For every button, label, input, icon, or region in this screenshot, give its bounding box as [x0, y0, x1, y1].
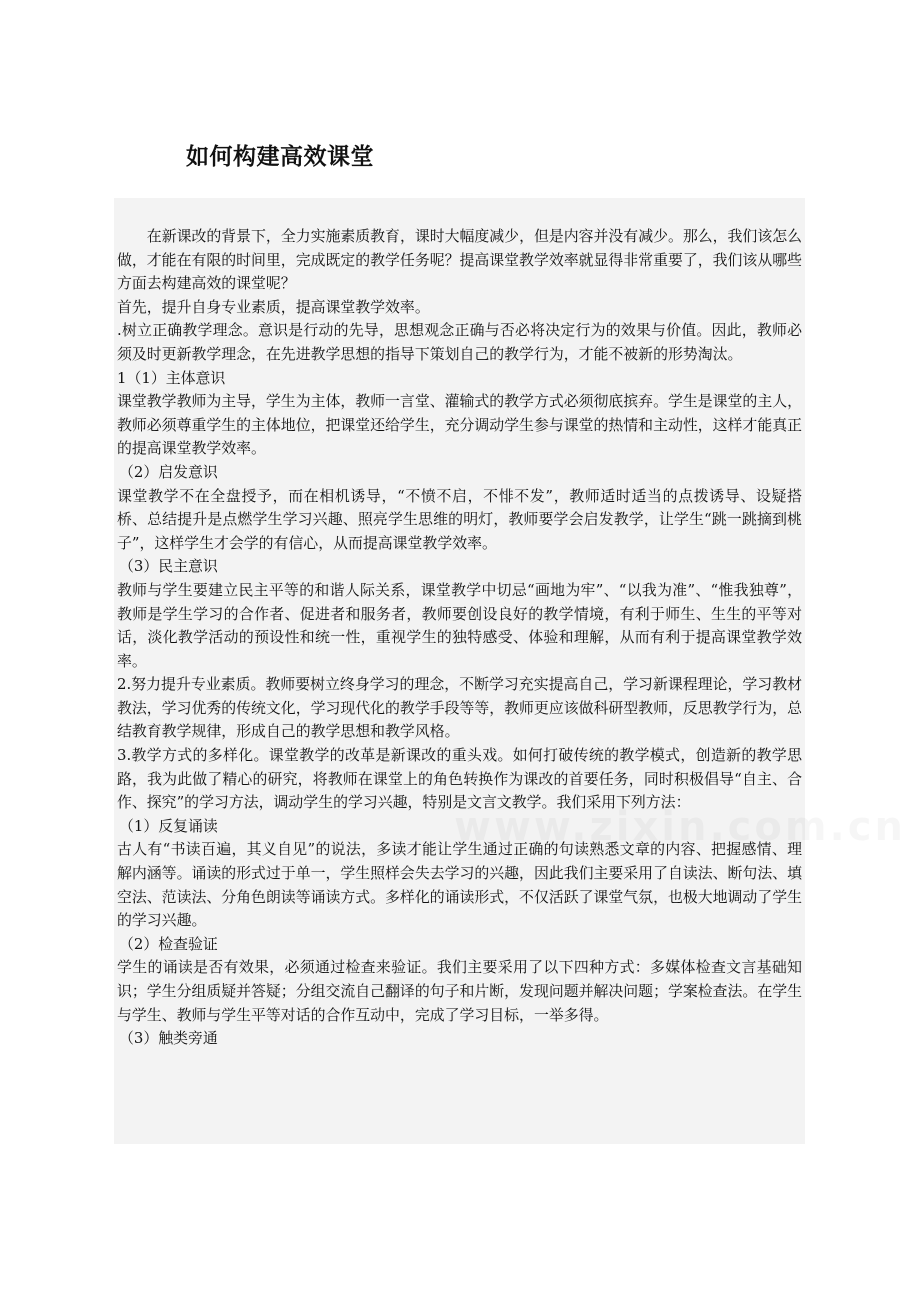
heading-repeated-reading: （1）反复诵读: [119, 816, 218, 835]
heading-analogy: （3）触类旁通: [119, 1029, 218, 1048]
paragraph-check-verify: 学生的诵读是否有效果，必须通过检查来验证。我们主要采用了以下四种方式：多媒体检查文言基础知识；学生分组质疑并答疑；分组交流自己翻译的句子和片断，发现问题并解决问题；学案检查法。在学生与学生、教师与学生平等对话的合作互动中，完成了学习目标，一举多得。: [117, 958, 802, 1024]
paragraph-teaching-concept: .树立正确教学理念。意识是行动的先导，思想观念正确与否必将决定行为的效果与价值。因此，教师必须及时更新教学理念，在先进教学思想的指导下策划自己的教学行为，才能不被新的形势淘汰。: [117, 321, 802, 363]
paragraph-inspiration-awareness: 课堂教学不在全盘授予，而在相机诱导，“不愤不启，不悱不发”，教师适时适当的点拨诱导、设疑搭桥、总结提升是点燃学生学习兴趣、照亮学生思维的明灯，教师要学会启发教学，让学生“跳一跳摘到桃子”，这样学生才会学的有信心，从而提高课堂教学效率。: [117, 486, 802, 552]
heading-check-verify: （2）检查验证: [119, 934, 218, 953]
paragraph-teaching-diversity: 3.教学方式的多样化。课堂教学的改革是新课改的重头戏。如何打破传统的教学模式，创造新的教学思路，我为此做了精心的研究，将教师在课堂上的角色转换作为课改的首要任务，同时积极倡导“自主、合作、探究”的学习方法，调动学生的学习兴趣，特别是文言文教学。我们采用下列方法：: [117, 746, 802, 812]
heading-inspiration-awareness: （2）启发意识: [119, 462, 218, 481]
paragraph-first: 首先，提升自身专业素质，提高课堂教学效率。: [117, 297, 430, 316]
paragraph-repeated-reading: 古人有“书读百遍，其义自见”的说法，多读才能让学生通过正确的句读熟悉文章的内容、把握感情、理解内涵等。诵读的形式过于单一，学生照样会失去学习的兴趣，因此我们主要采用了自读法、断句法、填空法、范读法、分角色朗读等诵读方式。多样化的诵读形式，不仅活跃了课堂气氛，也极大地调动了学生的学习兴趣。: [117, 840, 802, 930]
document-title: 如何构建高效课堂: [186, 144, 374, 170]
paragraph-subject-awareness: 课堂教学教师为主导，学生为主体，教师一言堂、灌输式的教学方式必须彻底摈弃。学生是课堂的主人，教师必须尊重学生的主体地位，把课堂还给学生，充分调动学生参与课堂的热情和主动性，这样才能真正的提高课堂教学效率。: [117, 392, 802, 458]
paragraph-intro: 在新课改的背景下，全力实施素质教育，课时大幅度减少，但是内容并没有减少。那么，我们该怎么做，才能在有限的时间里，完成既定的教学任务呢？提高课堂教学效率就显得非常重要了，我们该从哪些方面去构建高效的课堂呢？: [117, 227, 802, 293]
paragraph-democracy-awareness: 教师与学生要建立民主平等的和谐人际关系，课堂教学中切忌“画地为牢”、“以我为准”、“惟我独尊”，教师是学生学习的合作者、促进者和服务者，教师要创设良好的教学情境，有利于师生、生生的平等对话，淡化教学活动的预设性和统一性，重视学生的独特感受、体验和理解，从而有利于提高课堂教学效率。: [117, 580, 802, 670]
paragraph-professional-quality: 2.努力提升专业素质。教师要树立终身学习的理念，不断学习充实提高自己，学习新课程理论，学习教材教法，学习优秀的传统文化，学习现代化的教学手段等等，教师更应该做科研型教师，反思教学行为，总结教育教学规律，形成自己的教学思想和教学风格。: [117, 675, 802, 741]
document-body: [114, 198, 805, 1144]
heading-democracy-awareness: （3）民主意识: [119, 557, 218, 576]
heading-subject-awareness: 1（1）主体意识: [117, 368, 226, 387]
